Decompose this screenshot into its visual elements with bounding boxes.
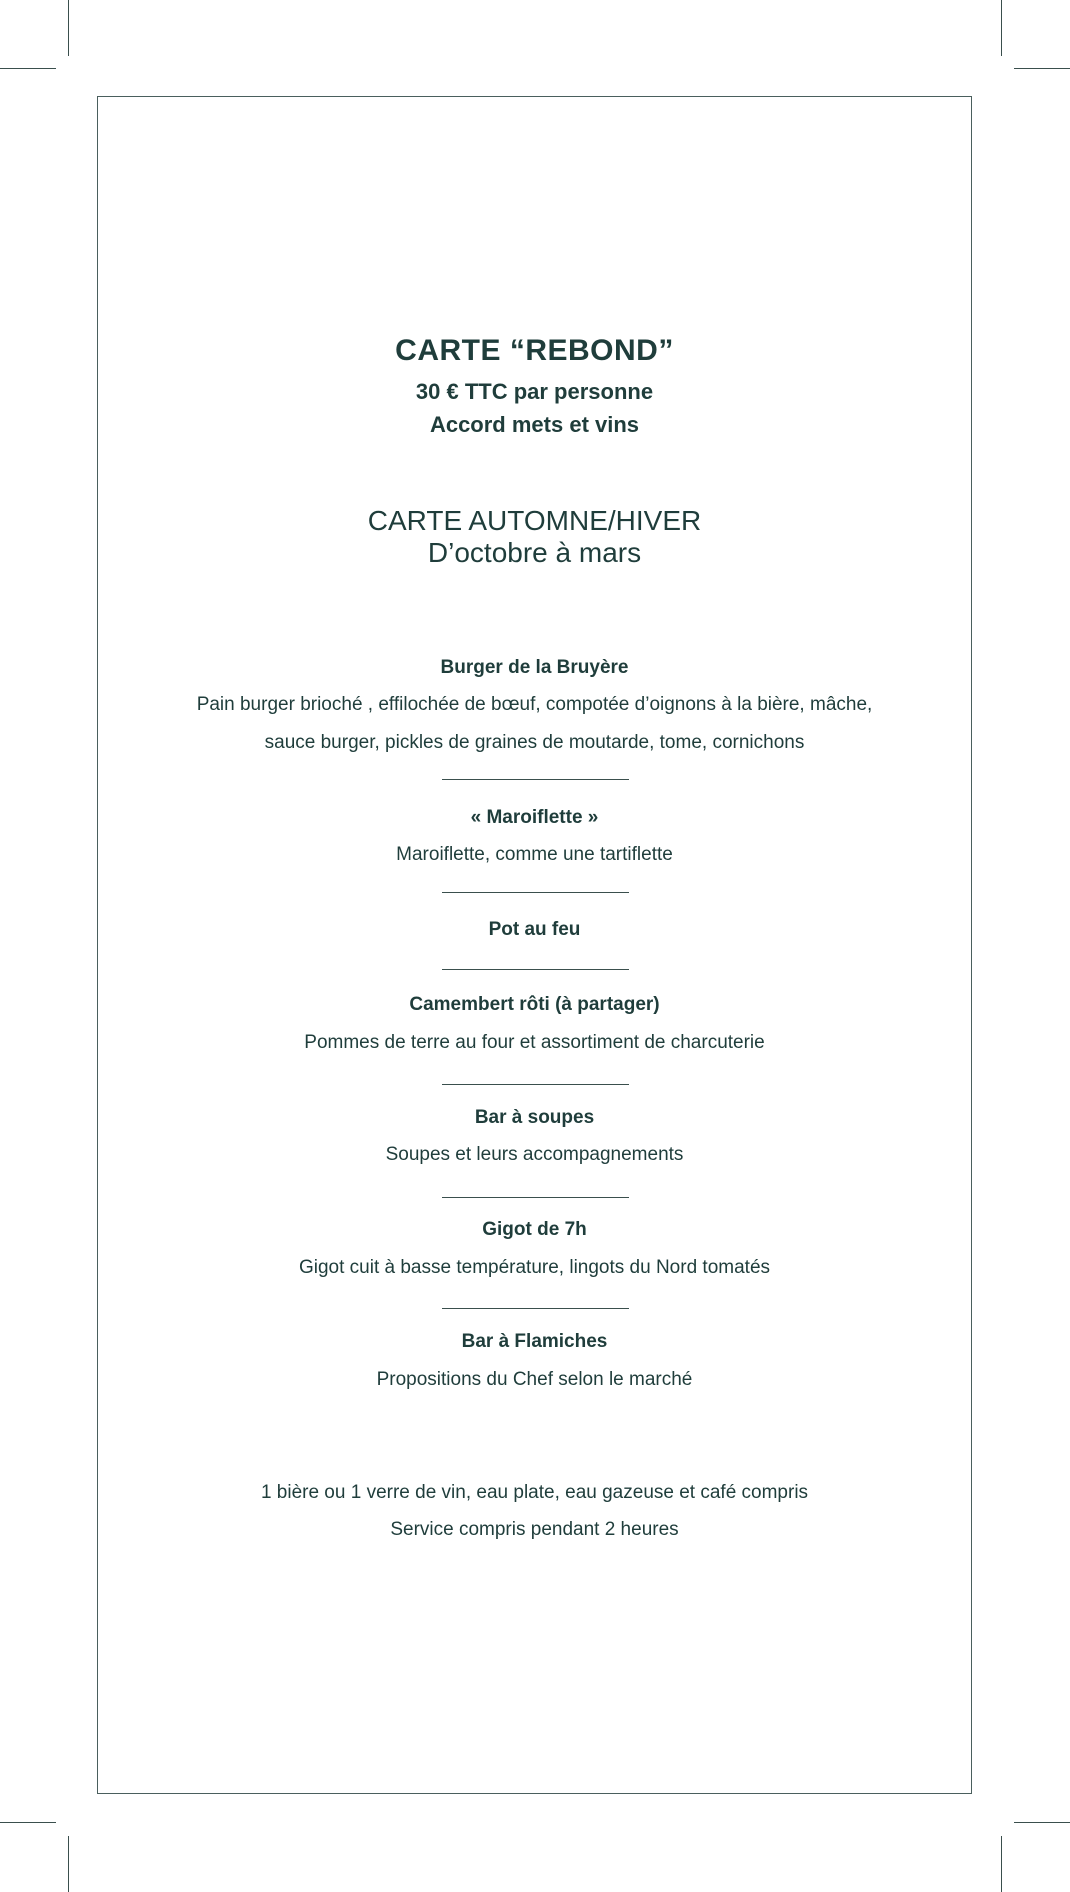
season-period: D’octobre à mars — [427, 537, 642, 568]
dish-separator — [442, 779, 629, 780]
menu-subtitle: Accord mets et vins — [429, 412, 640, 437]
menu-title: CARTE “REBOND” — [395, 334, 674, 367]
crop-mark-bottom-right-vertical — [1001, 1836, 1002, 1892]
dish-name: Burger de la Bruyère — [440, 657, 629, 678]
dish-description: Soupes et leurs accompagnements — [385, 1144, 684, 1165]
dish-name: Pot au feu — [488, 919, 581, 940]
dish-separator — [442, 892, 629, 893]
dish-description: Maroiflette, comme une tartiflette — [396, 844, 673, 865]
dish-name: Camembert rôti (à partager) — [409, 994, 660, 1015]
crop-mark-top-left-vertical — [68, 0, 69, 56]
crop-mark-top-right-horizontal — [1014, 68, 1070, 69]
dish-description: Pommes de terre au four et assortiment de charcuterie — [304, 1032, 765, 1053]
dish-separator — [442, 1084, 629, 1085]
dish-description: Propositions du Chef selon le marché — [376, 1369, 693, 1390]
dish-name: Bar à Flamiches — [461, 1331, 608, 1352]
crop-mark-top-left-horizontal — [0, 68, 56, 69]
crop-mark-bottom-left-horizontal — [0, 1822, 56, 1823]
crop-mark-bottom-left-vertical — [68, 1836, 69, 1892]
dish-name: Gigot de 7h — [482, 1219, 587, 1240]
dish-name: Bar à soupes — [474, 1107, 595, 1128]
dish-name: « Maroiflette » — [470, 807, 599, 828]
dish-description: sauce burger, pickles de graines de moutarde, tome, cornichons — [264, 732, 805, 753]
dish-separator — [442, 969, 629, 970]
crop-mark-bottom-right-horizontal — [1014, 1822, 1070, 1823]
dish-description: Pain burger brioché , effilochée de bœuf, compotée d’oignons à la bière, mâche, — [196, 694, 873, 715]
dish-description: Gigot cuit à basse température, lingots du Nord tomatés — [298, 1257, 771, 1278]
dish-separator — [442, 1197, 629, 1198]
season-name: CARTE AUTOMNE/HIVER — [367, 505, 702, 536]
footer-service: Service compris pendant 2 heures — [390, 1519, 679, 1540]
menu-price: 30 € TTC par personne — [415, 379, 654, 404]
footer-inclusions: 1 bière ou 1 verre de vin, eau plate, eau gazeuse et café compris — [260, 1482, 809, 1503]
dish-separator — [442, 1308, 629, 1309]
crop-mark-top-right-vertical — [1001, 0, 1002, 56]
